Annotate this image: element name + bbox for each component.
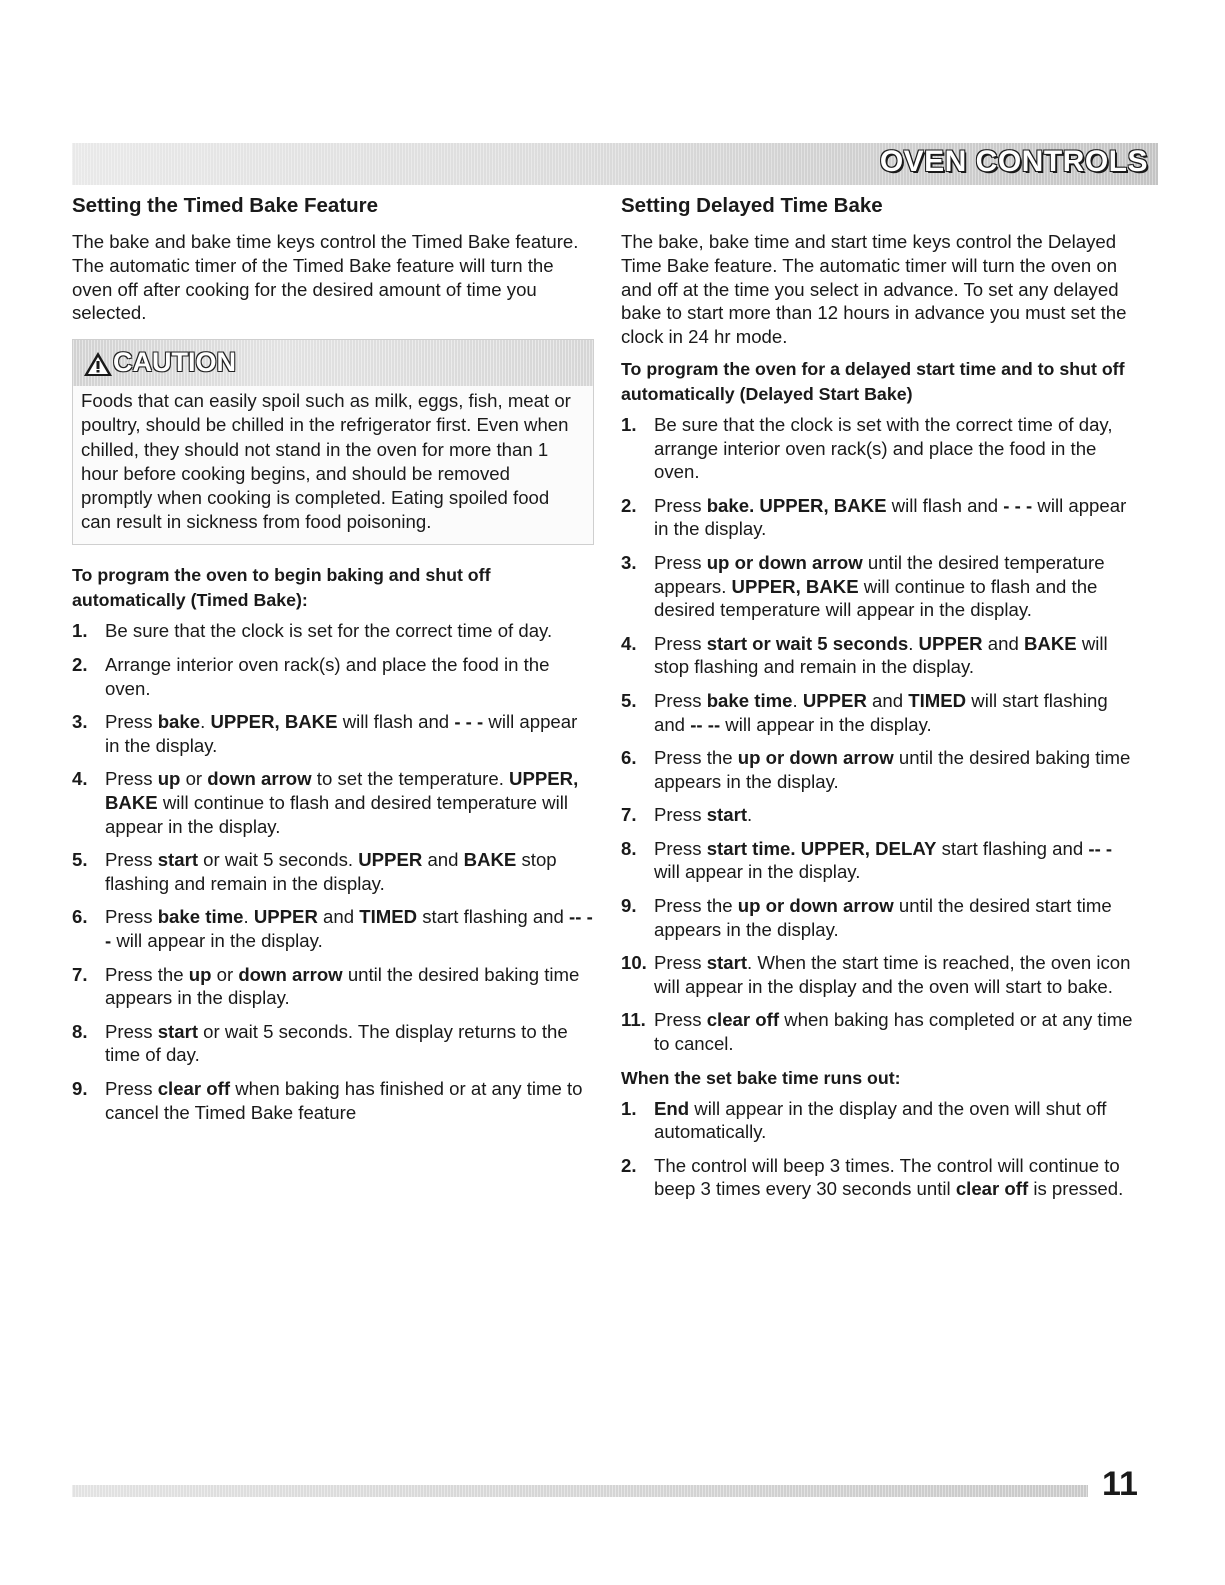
step-item [72,767,594,838]
step-keyword: up [157,768,181,790]
step-number: 8. [72,1020,88,1042]
step-keyword: clear off [157,1077,231,1099]
caution-box [72,339,594,545]
step-text: and [422,849,464,871]
step-text: Press [654,837,707,859]
caution-label: CAUTION [113,347,236,378]
step-text: Press [654,632,707,654]
timed-bake-steps [72,619,594,1124]
step-number: 2. [621,1154,637,1176]
step-keyword: start [706,804,748,826]
step-number: 6. [621,747,637,769]
step-text: or wait 5 seconds. [198,849,359,871]
step-item [72,1077,594,1124]
step-text: Press [654,804,707,826]
step-item [72,1020,594,1067]
runout-steps [621,1097,1141,1201]
step-item [621,1008,1141,1055]
step-keyword: start or wait 5 seconds [706,632,909,654]
step-keyword: - - - [1003,494,1033,516]
step-number: 11. [621,1009,646,1031]
step-keyword: UPPER [802,689,867,711]
step-item [72,710,594,757]
step-text: start flashing and [417,906,570,928]
step-text: to set the temperature. [311,768,510,790]
step-text: will continue to flash and desired temperature will appear in the display. [105,791,568,837]
step-keyword: UPPER [918,632,983,654]
timed-bake-title: Setting the Timed Bake Feature [72,194,379,217]
step-keyword: up [188,963,212,985]
step-number: 4. [621,632,637,654]
step-keyword: down arrow [238,963,343,985]
step-text: will appear in the display. [111,929,323,951]
footer-rule [72,1485,1088,1497]
step-number: 9. [72,1077,88,1099]
step-text: is pressed. [1028,1178,1124,1200]
timed-bake-intro: The bake and bake time keys control the Timed Bake feature. The automatic timer of the Timed Bake feature will turn the oven off after cooking for the desired amount of time you selected. [72,231,579,324]
step-item [621,746,1141,793]
step-text: Press [105,1077,158,1099]
step-keyword: -- -- [105,906,593,951]
step-number: 10. [621,952,647,974]
step-text: The control will beep 3 times. The control will continue to beep 3 times every 30 seconds until [654,1154,1120,1200]
step-number: 3. [72,711,88,733]
step-keyword: BAKE [1023,632,1077,654]
step-keyword: -- -- [690,713,721,735]
step-text: . [908,632,919,654]
caution-banner [73,340,593,386]
step-number: 6. [72,906,88,928]
step-item [621,689,1141,736]
step-item [72,848,594,895]
step-text: will appear in the display. [654,494,1127,540]
step-keyword: UPPER [358,849,423,871]
step-text: will appear in the display and the oven will shut off automatically. [654,1097,1107,1143]
step-text: or wait 5 seconds. The display returns to the time of day. [105,1020,568,1066]
step-text: will appear in the display. [654,861,861,883]
step-item [621,632,1141,679]
step-text: Be sure that the clock is set with the correct time of day, arrange interior oven rack(s) and place the food in the oven. [654,413,1113,483]
step-text: when baking has completed or at any time to cancel. [654,1009,1133,1055]
step-keyword: down arrow [207,768,312,790]
step-item [72,905,594,952]
step-text: . When the start time is reached, the oven icon will appear in the display and the oven will start to bake. [654,952,1131,997]
delayed-bake-program-heading: To program the oven for a delayed start time and to shut off automatically (Delayed Start Bake) [621,358,1125,404]
step-keyword: UPPER, BAKE [731,575,859,597]
step-number: 1. [621,413,637,435]
step-text: will appear in the display. [105,711,578,756]
left-column [72,192,594,1134]
section-header-bar [72,143,1158,185]
step-keyword: UPPER, BAKE [105,768,579,813]
step-item [72,653,594,700]
step-text: and [317,906,360,928]
step-text: will appear in the display. [720,713,932,735]
step-keyword: bake time [157,906,244,928]
step-keyword: start [157,1020,199,1042]
step-item [621,1097,1141,1144]
delayed-bake-title: Setting Delayed Time Bake [621,194,883,217]
step-number: 1. [621,1097,637,1119]
step-number: 7. [621,804,637,826]
step-text: and [982,632,1024,654]
step-number: 2. [621,494,637,516]
step-keyword: - - - [454,711,484,733]
step-item [621,951,1141,998]
page-number: 11 [1102,1465,1138,1503]
step-text: Press [105,849,158,871]
step-text: will flash and [337,711,455,733]
step-number: 2. [72,654,88,675]
step-keyword: UPPER [253,906,318,928]
right-column [621,192,1141,1211]
step-item [621,413,1141,484]
step-text: until the desired start time appears in the display. [654,895,1112,940]
step-text: will stop flashing and remain in the display. [654,632,1108,678]
step-keyword: bake [157,711,201,733]
step-keyword: start time. UPPER, DELAY [706,837,937,859]
step-keyword: BAKE [463,849,517,871]
caution-text: Foods that can easily spoil such as milk, eggs, fish, meat or poultry, should be chilled in the refrigerator first. Even when chilled, they should not stand in the oven for more than 1 hour before cooking begins, and should be removed promptly when cooking is completed. Eating spoiled food can result in sickness from food poisoning. [73,386,593,544]
step-text: until the desired baking time appears in the display. [105,963,580,1009]
step-number: 5. [621,689,637,711]
step-text: will start flashing and [654,689,1108,735]
step-keyword: up or down arrow [737,747,894,769]
delayed-bake-steps [621,413,1141,1056]
step-keyword: clear off [706,1009,780,1031]
step-text: Press [105,711,158,733]
step-keyword: start [157,849,199,871]
step-item [621,551,1141,622]
step-text: and [866,689,909,711]
step-number: 7. [72,963,88,985]
step-text: will flash and [886,494,1004,516]
step-text: Press [654,952,707,974]
step-text: Press [654,1009,707,1031]
step-item [72,963,594,1010]
step-item [621,1154,1141,1201]
step-keyword: up or down arrow [737,895,894,917]
step-number: 4. [72,768,88,790]
step-keyword: TIMED [359,906,418,928]
step-item [621,494,1141,541]
step-keyword: UPPER, BAKE [210,711,338,733]
step-item [621,803,1141,827]
step-text: Press [105,1020,158,1042]
step-text: until the desired baking time appears in the display. [654,747,1131,792]
step-number: 3. [621,551,637,573]
step-keyword: clear off [955,1178,1029,1200]
step-number: 9. [621,895,637,917]
delayed-bake-intro: The bake, bake time and start time keys control the Delayed Time Bake feature. The automatic timer will turn the oven on and off at the time you select in advance. To set any delayed bake to start more than 12 hours in advance you must set the clock in 24 hr mode. [621,231,1127,348]
step-text: Press [105,768,158,790]
step-text: start flashing and [936,837,1089,859]
step-number: 5. [72,849,88,871]
step-keyword: bake time [706,689,793,711]
step-keyword: up or down arrow [706,551,863,573]
step-item [72,619,594,643]
step-text: Press the [105,963,189,985]
warning-triangle-icon [83,351,113,382]
step-text: Press [654,689,707,711]
step-text: or [180,768,208,790]
timed-bake-program-heading: To program the oven to begin baking and shut off automatically (Timed Bake): [72,565,491,611]
step-text: . [243,906,254,928]
step-text: Press [654,494,707,516]
step-text: will continue to flash and the desired temperature will appear in the display. [654,575,1098,621]
step-text: . [792,689,803,711]
step-keyword: End [654,1097,690,1119]
step-text: Press the [654,895,738,917]
step-text: Press [654,551,707,573]
step-number: 1. [72,620,88,642]
section-title: OVEN CONTROLS [879,145,1148,178]
step-text: or [211,963,239,985]
step-item [621,837,1141,884]
step-item [621,894,1141,941]
step-text: stop flashing and remain in the display. [105,849,557,894]
step-text: Press [105,906,158,928]
step-keyword: bake. UPPER, BAKE [706,494,887,516]
step-text: Press the [654,747,738,769]
step-text: until the desired temperature appears. [654,551,1105,597]
step-keyword: TIMED [908,689,967,711]
step-keyword: start [706,952,748,974]
step-text: . [747,804,753,826]
step-keyword: -- - [1088,837,1113,859]
runout-heading: When the set bake time runs out: [621,1067,901,1088]
step-text: Be sure that the clock is set for the correct time of day. [105,620,553,642]
step-text: Arrange interior oven rack(s) and place the food in the oven. [105,654,550,699]
step-text: . [200,711,211,733]
step-text: when baking has finished or at any time to cancel the Timed Bake feature [105,1077,583,1123]
step-number: 8. [621,837,637,859]
